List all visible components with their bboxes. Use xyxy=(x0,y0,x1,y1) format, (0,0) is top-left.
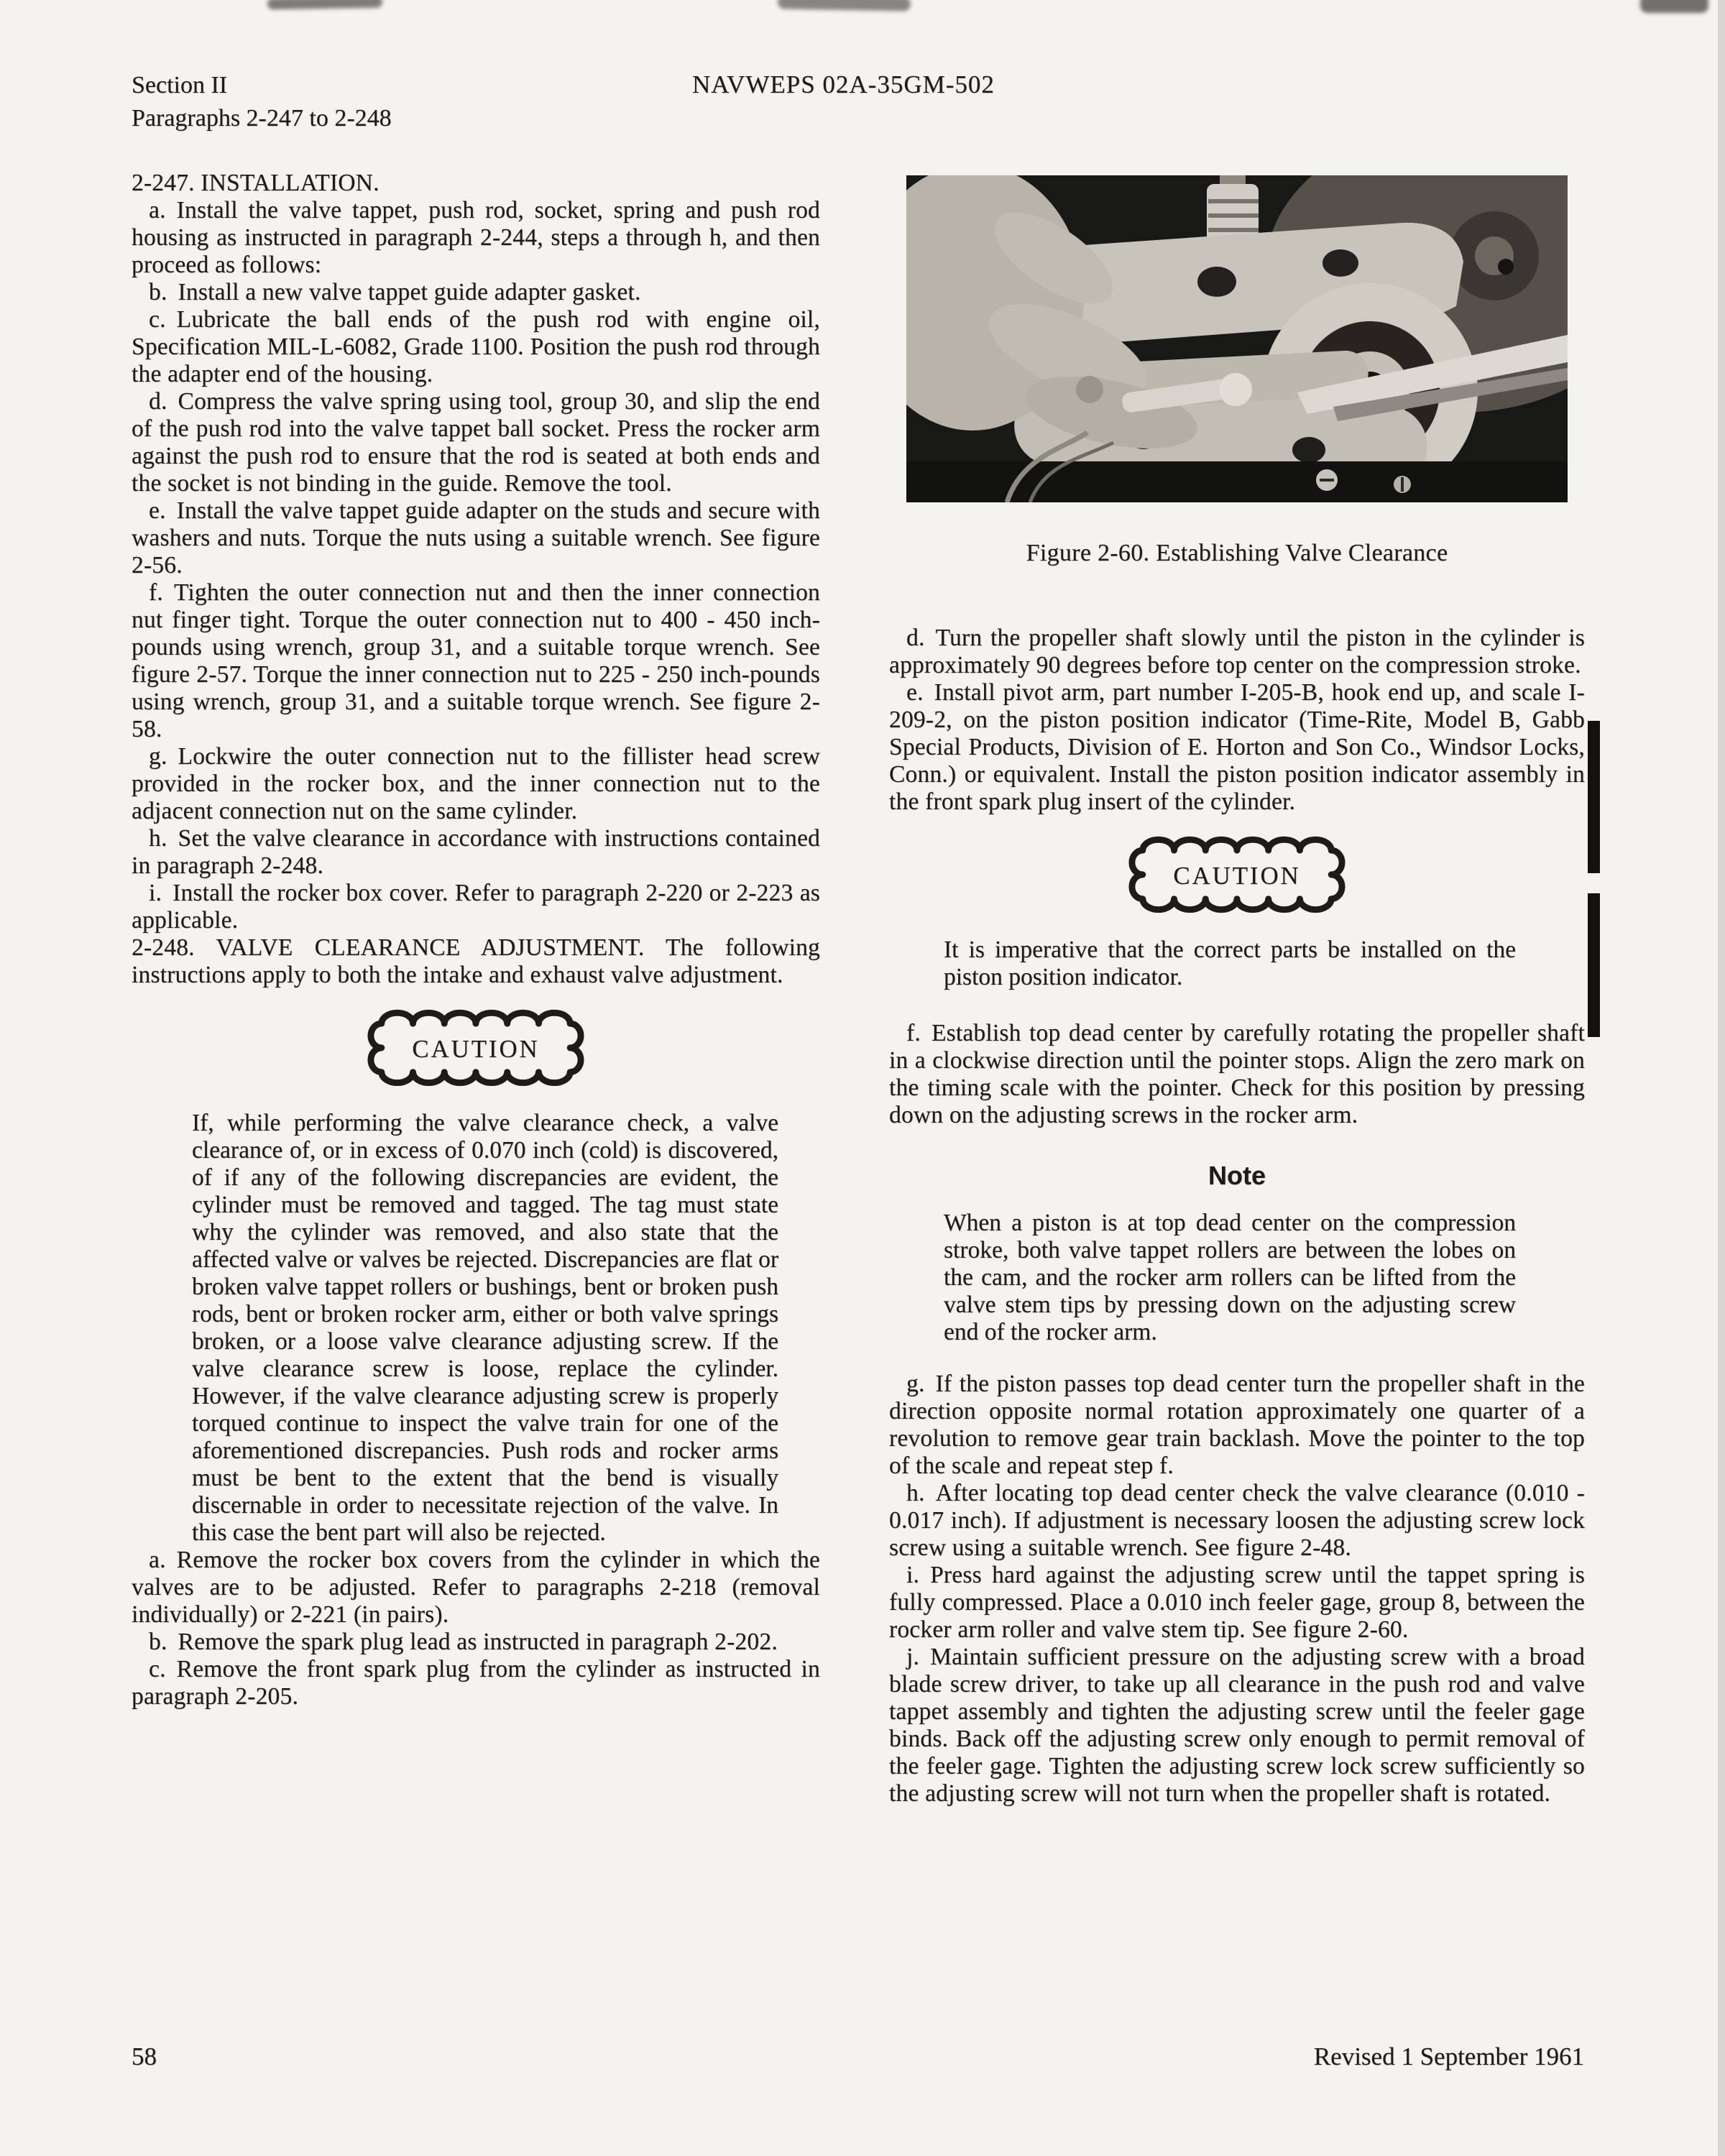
item-text: Lubricate the ball ends of the push rod with engine oil, Specification MIL-L-6082, Grade 1100. Position the push rod through the adapter end of the housing. xyxy=(132,306,820,387)
scan-smudge xyxy=(267,0,382,9)
item-text: Maintain sufficient pressure on the adjusting screw with a broad blade screw driver, to take up all clearance in the push rod and valve tappet assembly and tighten the adjusting screw until the feeler gage binds. Back off the adjusting screw only enough to permit removal of the feeler gage. Tighten the adjusting screw lock screw sufficiently so the adjusting screw will not turn when the propeller shaft is rotated. xyxy=(889,1644,1585,1807)
item-label: d. xyxy=(906,625,925,651)
item-d xyxy=(889,625,1585,679)
scan-edge-shadow xyxy=(1718,0,1725,2156)
item-text: Compress the valve spring using tool, group 30, and slip the end of the push rod into the valve tappet ball socket. Press the rocker arm against the push rod to ensure that the rod is seated at both ends and the socket is not binding in the guide. Remove the tool. xyxy=(132,388,820,497)
item-2-247-a xyxy=(132,197,820,279)
item-label: c. xyxy=(149,306,166,333)
note-label: Note xyxy=(1208,1161,1266,1190)
item-text: If the piston passes top dead center turn the propeller shaft in the direction opposite normal rotation approximately one quarter of a revolution to remove gear train backlash. Move the pointer to the top of the scale and repeat step f. xyxy=(889,1370,1585,1479)
doc-number: NAVWEPS 02A-35GM-502 xyxy=(692,70,995,98)
figure-caption: Figure 2-60. Establishing Valve Clearance xyxy=(1026,540,1448,566)
item-text: Establish top dead center by carefully rotating the propeller shaft in a clockwise direction until the pointer stops. Align the zero mark on the timing scale with the pointer. Check for this position by pressing down on the adjusting screws in the rocker arm. xyxy=(889,1020,1585,1128)
item-g xyxy=(889,1370,1585,1480)
item-text: Press hard against the adjusting screw until the tappet spring is fully compressed. Place a 0.010 inch feeler gage, group 8, between the rocker arm roller and valve stem tip. See figure 2-60. xyxy=(889,1562,1585,1643)
caution-text-right: It is imperative that the correct parts be installed on the piston position indicator. xyxy=(944,936,1516,990)
item-2-247-g xyxy=(132,743,820,825)
item-h xyxy=(889,1480,1585,1562)
item-label: j. xyxy=(906,1644,920,1670)
figure-2-60-photo xyxy=(906,175,1568,502)
item-label: f. xyxy=(149,579,163,606)
scan-smudge xyxy=(778,0,911,11)
revision-date: Revised 1 September 1961 xyxy=(1313,2042,1584,2070)
item-e xyxy=(889,679,1585,816)
item-2-248-a xyxy=(132,1547,820,1628)
item-text: Install a new valve tappet guide adapter gasket. xyxy=(178,279,641,305)
item-i xyxy=(889,1562,1585,1644)
note-text: When a piston is at top dead center on the compression stroke, both valve tappet rollers are between the lobes on the cam, and the rocker arm rollers can be lifted from the valve stem tips by pressing down on the adjusting screw end of the rocker arm. xyxy=(944,1210,1516,1345)
caution-text-left: If, while performing the valve clearance check, a valve clearance of, or in excess of 0.070 inch (cold) is discovered, of if any of the following discrepancies are evident, the cylinder must be removed and tagged. The tag must state why the cylinder was removed, and also state that the affected valve or valves be rejected. Discrepancies are flat or broken valve tappet rollers or bushings, bent or broken push rods, bent or broken rocker arm, either or both valve springs broken, or a loose valve clearance adjusting screw. If the valve clearance screw is loose, replace the cylinder. However, if the valve clearance adjusting screw is properly torqued continue to inspect the valve train for one of the aforementioned discrepancies. Push rods and rocker arms must be bent to the extent that the bend is visually discernable in order to necessitate rejection of the valve. In this case the bent part will also be rejected. xyxy=(192,1110,778,1546)
item-label: i. xyxy=(149,880,162,906)
item-text: Install pivot arm, part number I-205-B, hook end up, and scale I-209-2, on the piston position indicator (Time-Rite, Model B, Gabb Special Products, Division of E. Horton and Son Co., Windsor Locks, Conn.) or equivalent. Install the piston position indicator assembly in the front spark plug insert of the cylinder. xyxy=(889,679,1585,815)
item-label: i. xyxy=(906,1562,920,1588)
caution-label: CAUTION xyxy=(412,1034,540,1063)
caution-label: CAUTION xyxy=(1173,861,1301,890)
item-text: Tighten the outer connection nut and then the inner connection nut finger tight. Torque the outer connection nut to 400 - 450 inch-pounds using wrench, group 31, and a suitable torque wrench. See figure 2-57. Torque the inner connection nut to 225 - 250 inch-pounds using wrench, group 31, and a suitable torque wrench. See figure 2-58. xyxy=(132,579,820,742)
item-text: Remove the spark plug lead as instructed in paragraph 2-202. xyxy=(178,1628,778,1655)
caution-box-right xyxy=(1123,834,1351,915)
item-label: b. xyxy=(149,279,167,305)
item-2-248-b xyxy=(132,1628,820,1656)
item-text: Turn the propeller shaft slowly until the piston in the cylinder is approximately 90 degrees before top center on the compression stroke. xyxy=(889,625,1585,678)
item-text: Install the rocker box cover. Refer to paragraph 2-220 or 2-223 as applicable. xyxy=(132,880,820,934)
item-label: e. xyxy=(906,679,924,706)
item-label: a. xyxy=(149,197,166,224)
item-label: c. xyxy=(149,1656,166,1682)
section-label: Section II xyxy=(132,72,228,98)
page-header-left xyxy=(132,69,392,135)
item-text: After locating top dead center check the valve clearance (0.010 - 0.017 inch). If adjustment is necessary loosen the adjusting screw lock screw using a suitable wrench. See figure 2-48. xyxy=(889,1480,1585,1561)
item-2-248-c xyxy=(132,1656,820,1710)
item-2-247-e xyxy=(132,497,820,579)
item-label: a. xyxy=(149,1547,166,1573)
para-2-247-heading: 2-247. INSTALLATION. xyxy=(132,170,380,196)
para-2-248-heading: 2-248. VALVE CLEARANCE ADJUSTMENT. The following instructions apply to both the intake and exhaust valve adjustment. xyxy=(132,934,820,988)
engine-photo-illustration xyxy=(906,175,1568,502)
item-2-247-b xyxy=(132,279,820,306)
item-2-247-c xyxy=(132,306,820,388)
left-column xyxy=(132,170,820,1710)
item-text: Set the valve clearance in accordance with instructions contained in paragraph 2-248. xyxy=(132,825,820,879)
caution-box-left xyxy=(362,1008,590,1088)
item-2-247-h xyxy=(132,825,820,880)
page-number: 58 xyxy=(132,2042,157,2070)
item-label: g. xyxy=(149,743,167,770)
scan-smudge xyxy=(1640,0,1708,13)
item-text: Install the valve tappet, push rod, socket, spring and push rod housing as instructed in paragraph 2-244, steps a through h, and then proceed as follows: xyxy=(132,197,820,278)
paragraph-range: Paragraphs 2-247 to 2-248 xyxy=(132,105,392,132)
caution-cloud-border xyxy=(362,1008,590,1088)
change-bar-2 xyxy=(1588,893,1600,1037)
item-text: Install the valve tappet guide adapter on the studs and secure with washers and nuts. Torque the nuts using a suitable wrench. See figure 2-56. xyxy=(132,497,820,579)
item-label: b. xyxy=(149,1628,167,1655)
item-label: d. xyxy=(149,388,167,415)
item-text: Lockwire the outer connection nut to the fillister head screw provided in the rocker box, and the inner connection nut to the adjacent connection nut on the same cylinder. xyxy=(132,743,820,824)
item-2-247-f xyxy=(132,579,820,743)
item-text: Remove the front spark plug from the cylinder as instructed in paragraph 2-205. xyxy=(132,1656,820,1710)
item-label: g. xyxy=(906,1370,925,1397)
item-label: f. xyxy=(906,1020,921,1046)
item-label: e. xyxy=(149,497,166,524)
item-text: Remove the rocker box covers from the cylinder in which the valves are to be adjusted. Refer to paragraphs 2-218 (removal individually) or 2-221 (in pairs). xyxy=(132,1547,820,1628)
item-label: h. xyxy=(906,1480,925,1506)
change-bar-1 xyxy=(1588,721,1600,873)
item-j xyxy=(889,1644,1585,1807)
item-2-247-d xyxy=(132,388,820,497)
right-column xyxy=(889,170,1585,1807)
caution-cloud-border xyxy=(1123,834,1351,915)
item-label: h. xyxy=(149,825,167,852)
item-2-247-i xyxy=(132,880,820,934)
item-f xyxy=(889,1020,1585,1129)
